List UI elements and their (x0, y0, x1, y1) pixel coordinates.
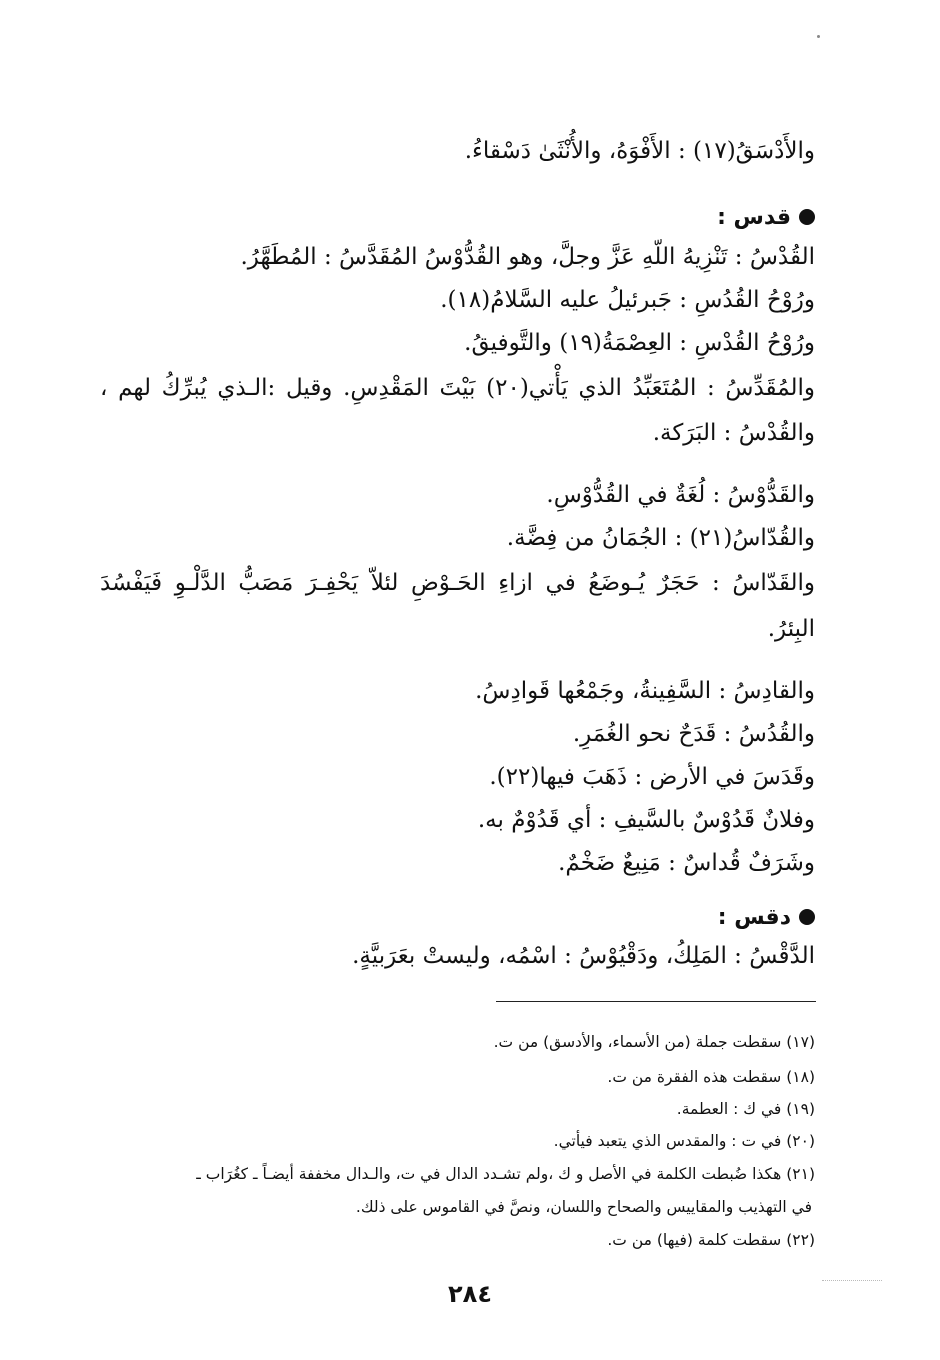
footnote-20: (٢٠) في ت : والمقدس الذي يتعبد فيأتي. (553, 1132, 815, 1150)
footnote-21-cont: في التهذيب والمقاييس والصحاح واللسان، ونصَّ في القاموس على ذلك. (355, 1198, 812, 1216)
entry-alqaddas: والقَدّاسُ : حَجَرٌ يُـوضَعُ في ازاءِ الحَـوْضِ لئلاّ يَحْفِـرَ مَصَبُّ الدَّلْـوِ فَيَفْسُدَ (100, 570, 815, 596)
entry-alquds-barakah: والقُدْسُ : البَرَكة. (652, 420, 815, 446)
heading-dqs (95, 903, 815, 933)
entry-alqudus-qadah: والقُدُسُ : قَدَحٌ نحو الغُمَرِ. (572, 721, 815, 747)
entry-qadasa: وقَدَسَ في الأرض : ذَهَبَ فيها(٢٢). (489, 764, 815, 790)
footnote-19: (١٩) في ك : العطمة. (676, 1100, 815, 1118)
entry-alquds: القُدْسُ : تَنْزِيهُ اللّهِ عَزَّ وجلَّ، وهو القُدُّوْسُ المُقَدَّسُ : المُطَهَّرُ. (240, 244, 815, 270)
heading-qds-label: قدس : (717, 205, 791, 230)
heading-qds (95, 203, 815, 233)
bullet-icon (799, 909, 815, 925)
footnote-22: (٢٢) سقطت كلمة (فيها) من ت. (607, 1231, 815, 1249)
entry-aldaqs: الدَّقْسُ : المَلِكُ، ودَقْيُوْسُ : اسْمُه، وليستْ بعَرَبيَّةٍ. (352, 943, 815, 969)
entry-ruh-alqudus: ورُوْحُ القُدُسِ : جَبرئيلُ عليه السَّلامُ(١٨). (440, 287, 815, 313)
entry-alqaddas-cont: البِئرُ. (767, 616, 815, 642)
scan-artifact (822, 1280, 882, 1281)
footnote-21: (٢١) هكذا ضُبطت الكلمة في الأصل و ك ،ولم تشـدد الدال في ت، والـدال مخففة أيضـاً ـ كغُرَاب ـ (196, 1165, 815, 1183)
footnote-18: (١٨) سقطت هذه الفقرة من ت. (607, 1068, 815, 1086)
footnote-separator (496, 1001, 816, 1002)
entry-alqadis: والقادِسُ : السَّفِينةُ، وجَمْعُها قَوادِسُ. (475, 678, 815, 704)
page-number: ٢٨٤ (448, 1280, 492, 1308)
entry-qadus: وفلانٌ قَدُوْسٌ بالسَّيفِ : أي قَدُوْمٌ به. (477, 807, 815, 833)
entry-alqaddus: والقَدُّوْسُ : لُغَةٌ في القُدُّوْسِ. (546, 482, 815, 508)
heading-dqs-label: دقس : (717, 905, 791, 930)
bullet-icon (799, 209, 815, 225)
entry-ruh-alquds-ismah: ورُوْحُ القُدْسِ : العِصْمَةُ(١٩) والتَّوفيقُ. (464, 330, 815, 356)
scan-speck (817, 35, 820, 38)
entry-sharaf-qudas: وشَرَفٌ قُداسٌ : مَنِيعٌ ضَخْمٌ. (558, 850, 815, 876)
footnote-17: (١٧) سقطت جملة (من الأسماء، والأدسق) من ت. (493, 1033, 815, 1051)
entry-almuqaddis: والمُقَدِّسُ : المُتَعَبِّدُ الذي يَأْتي(٢٠) بَيْتَ المَقْدِسِ. وقيل :الـذي يُبرِّكُ لهم ، (100, 375, 815, 401)
entry-adsaq: والأَدْسَقُ(١٧) : الأَفْوَهُ، والأُنْثَىٰ دَسْقاءُ. (464, 138, 815, 164)
entry-alquddas: والقُدّاسُ(٢١) : الجُمَانُ من فِضَّة. (506, 525, 815, 551)
